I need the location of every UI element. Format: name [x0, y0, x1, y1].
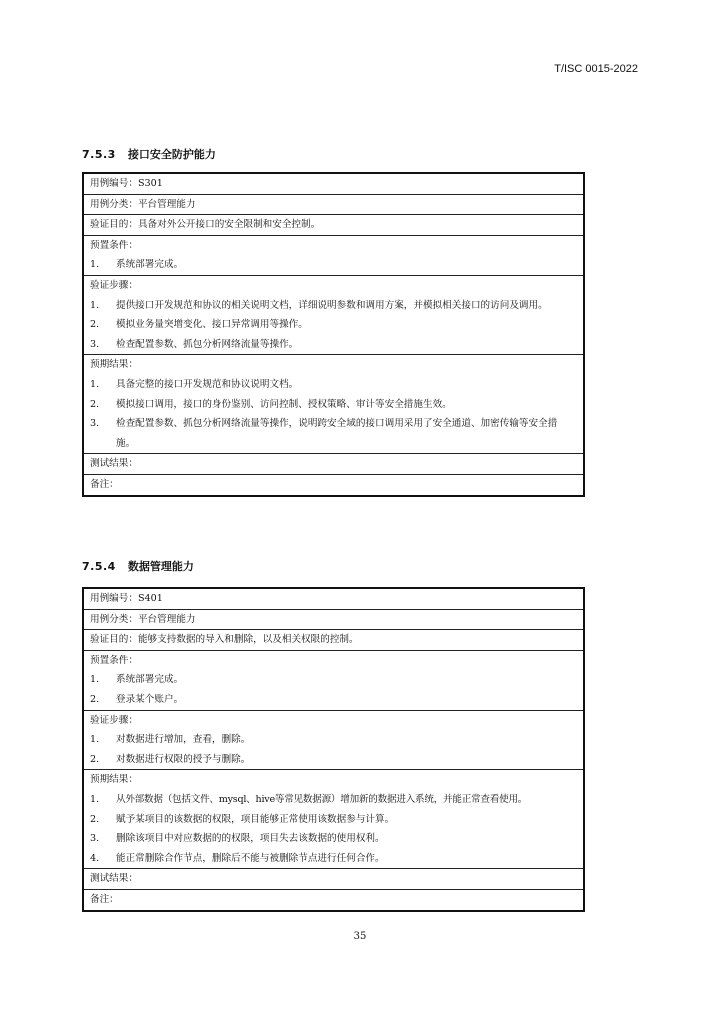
expected-block: [84, 770, 583, 869]
section-heading-7-5-3: [82, 146, 216, 162]
purpose: 验证目的：具备对外公开接口的安全限制和安全控制。: [90, 219, 321, 231]
preconditions-block: [84, 651, 583, 711]
list-item: 1. 系统部署完成。: [90, 259, 184, 271]
list-item: 3. 检查配置参数、抓包分析网络流量等操作，说明跨安全域的接口调用采用了安全通道、加密传输等安全措施。: [90, 418, 558, 449]
list-item: 4. 能正常删除合作节点，删除后不能与被删除节点进行任何合作。: [90, 852, 385, 864]
section-number: 7.5.3: [82, 148, 116, 161]
remarks-label: 备注：: [90, 893, 119, 905]
purpose-row: [84, 630, 583, 651]
section-number: 7.5.4: [82, 560, 116, 573]
list-item: 1. 对数据进行增加，查看，删除。: [90, 734, 251, 746]
case-category-row: [84, 195, 583, 216]
steps-block: [84, 276, 583, 355]
remarks-row: [84, 475, 583, 495]
steps-block: [84, 711, 583, 771]
test-case-table-s301: [82, 172, 585, 497]
page-number: 35: [353, 931, 367, 942]
expected-block: [84, 355, 583, 454]
preconditions-label: 预置条件：: [90, 239, 138, 251]
list-item: 2. 赋予某项目的该数据的权限，项目能够正常使用该数据参与计算。: [90, 813, 395, 825]
list-item: 3. 检查配置参数、抓包分析网络流量等操作。: [90, 338, 299, 350]
document-code: T/ISC 0015-2022: [554, 63, 638, 75]
test-result-row: [84, 869, 583, 890]
case-id-row: [84, 174, 583, 195]
case-category: 用例分类：平台管理能力: [90, 198, 196, 210]
case-id: 用例编号：S401: [90, 593, 163, 604]
case-category: 用例分类：平台管理能力: [90, 613, 196, 625]
purpose: 验证目的：能够支持数据的导入和删除，以及相关权限的控制。: [90, 634, 359, 646]
test-result-label: 测试结果：: [90, 458, 138, 470]
list-item: 1. 具备完整的接口开发规范和协议说明文档。: [90, 378, 299, 390]
list-item: 1. 提供接口开发规范和协议的相关说明文档，详细说明参数和调用方案，并模拟相关接口的访问及调用。: [90, 299, 548, 311]
purpose-row: [84, 215, 583, 236]
case-id: 用例编号：S301: [90, 178, 163, 189]
test-result-label: 测试结果：: [90, 873, 138, 885]
list-item: 2. 模拟业务量突增变化、接口异常调用等操作。: [90, 319, 308, 331]
expected-label: 预期结果：: [90, 359, 138, 371]
list-item: 2. 登录某个账户。: [90, 693, 184, 705]
section-heading-7-5-4: [82, 558, 194, 574]
remarks-label: 备注：: [90, 478, 119, 490]
section-title: 数据管理能力: [127, 560, 194, 573]
test-result-row: [84, 454, 583, 475]
preconditions-label: 预置条件：: [90, 654, 138, 666]
list-item: 2. 对数据进行权限的授予与删除。: [90, 753, 251, 765]
list-item: 1. 系统部署完成。: [90, 674, 184, 686]
remarks-row: [84, 890, 583, 910]
case-id-row: [84, 589, 583, 610]
steps-label: 验证步骤：: [90, 714, 138, 726]
case-category-row: [84, 610, 583, 631]
preconditions-block: [84, 236, 583, 276]
steps-label: 验证步骤：: [90, 279, 138, 291]
section-title: 接口安全防护能力: [127, 148, 216, 161]
expected-label: 预期结果：: [90, 774, 138, 786]
test-case-table-s401: [82, 587, 585, 912]
list-item: 1. 从外部数据（包括文件、mysql、hive等常见数据源）增加新的数据进入系统，并能正常查看使用。: [90, 793, 528, 805]
list-item: 2. 模拟接口调用，接口的身份鉴别、访问控制、授权策略、审计等安全措施生效。: [90, 398, 452, 410]
list-item: 3. 删除该项目中对应数据的的权限，项目失去该数据的使用权利。: [90, 833, 385, 845]
